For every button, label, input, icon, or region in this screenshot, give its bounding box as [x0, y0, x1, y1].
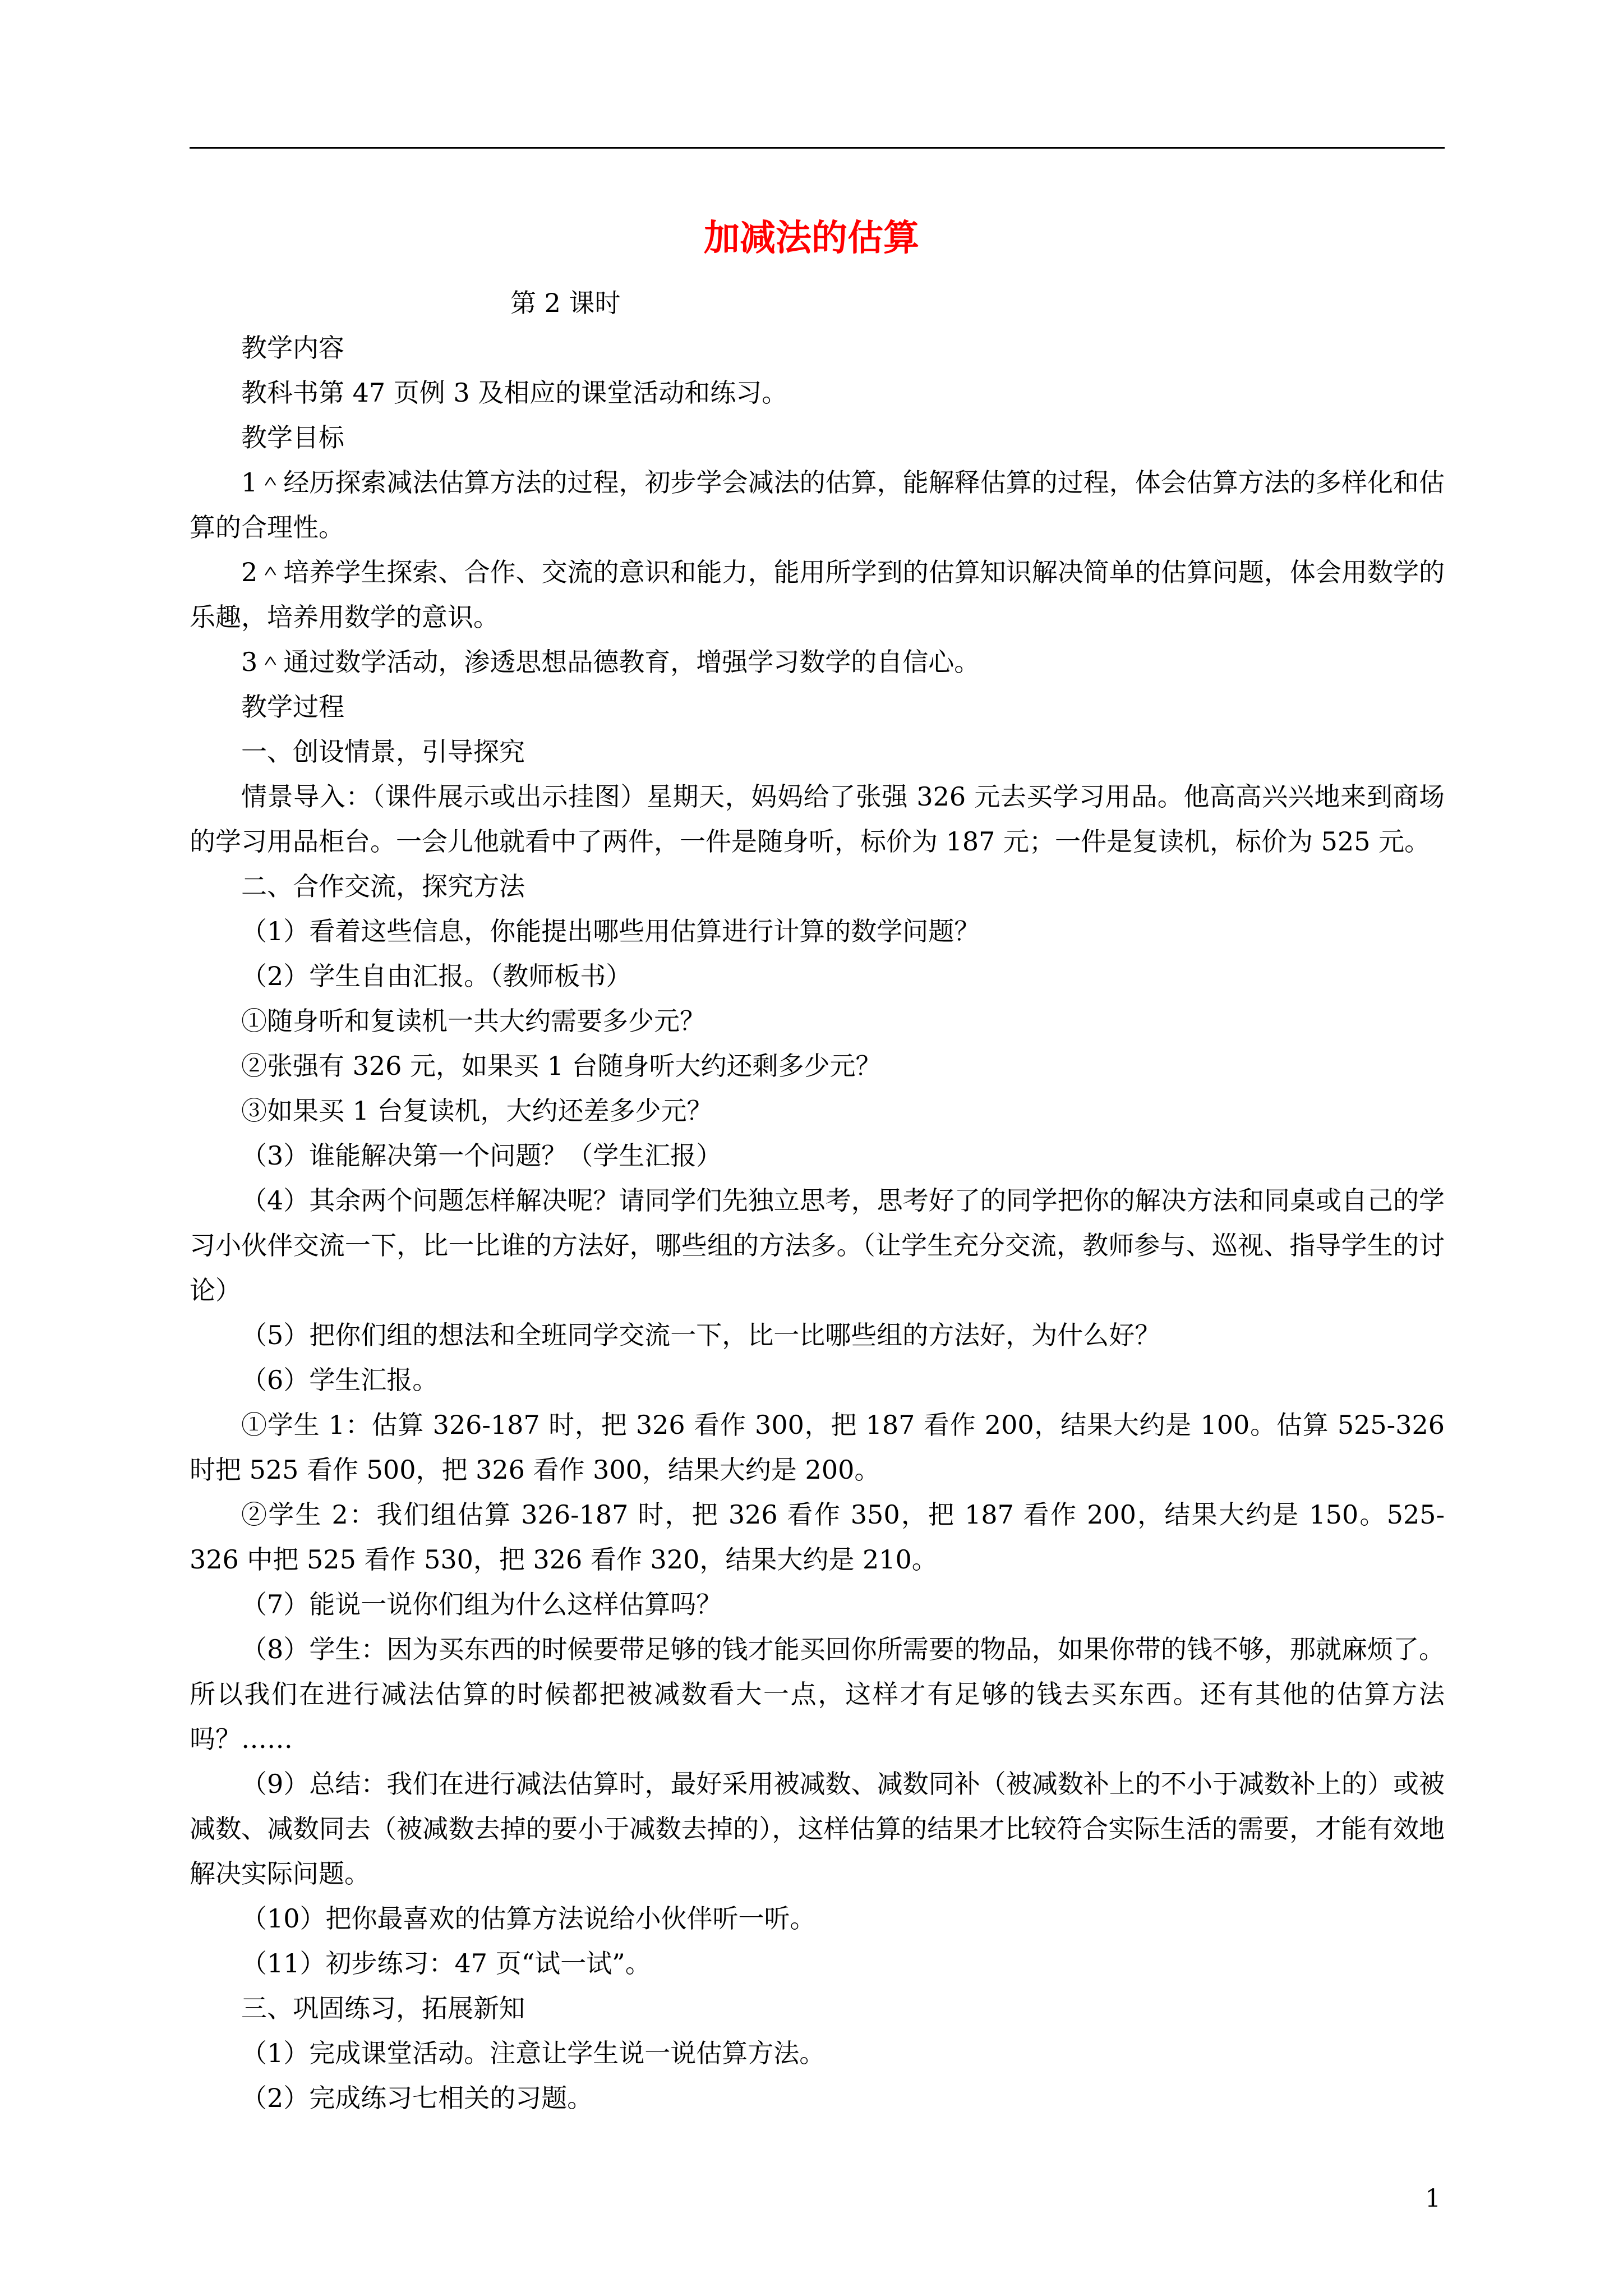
paragraph: 1＾经历探索减法估算方法的过程，初步学会减法的估算，能解释估算的过程，体会估算方法的多样化和估算的合理性。 — [190, 467, 1445, 542]
paragraph: 情景导入：（课件展示或出示挂图）星期天，妈妈给了张强 326 元去买学习用品。他高高兴兴地来到商场的学习用品柜台。一会儿他就看中了两件，一件是随身听，标价为 187 元；一件是复读机，标价为 525 元。 — [190, 781, 1445, 857]
paragraph: （4）其余两个问题怎样解决呢？请同学们先独立思考，思考好了的同学把你的解决方法和同桌或自己的学习小伙伴交流一下，比一比谁的方法好，哪些组的方法多。（让学生充分交流，教师参与、巡视、指导学生的讨论） — [190, 1185, 1445, 1305]
paragraph: 教学过程 — [241, 692, 344, 722]
paragraph: 教学目标 — [241, 422, 344, 453]
paragraph: （8）学生：因为买东西的时候要带足够的钱才能买回你所需要的物品，如果你带的钱不够，那就麻烦了。所以我们在进行减法估算的时候都把被减数看大一点，这样才有足够的钱去买东西。还有其他的估算方法吗？…… — [190, 1634, 1445, 1754]
document-body — [190, 325, 1445, 2120]
document-title: 加减法的估算 — [704, 217, 919, 259]
lesson-subtitle: 第 2 课时 — [510, 288, 621, 318]
paragraph: （7）能说一说你们组为什么这样估算吗？ — [241, 1589, 722, 1619]
paragraph: 3＾通过数学活动，渗透思想品德教育，增强学习数学的自信心。 — [241, 647, 980, 677]
paragraph: （5）把你们组的想法和全班同学交流一下，比一比哪些组的方法好，为什么好？ — [241, 1320, 1161, 1350]
paragraph: 二、合作交流，探究方法 — [241, 871, 525, 901]
paragraph: （6）学生汇报。 — [241, 1365, 439, 1395]
paragraph: ②张强有 326 元，如果买 1 台随身听大约还剩多少元？ — [241, 1051, 882, 1081]
page-number: 1 — [1425, 2184, 1441, 2213]
paragraph: 一、创设情景，引导探究 — [241, 737, 525, 767]
paragraph: ①随身听和复读机一共大约需要多少元？ — [241, 1006, 706, 1036]
paragraph: ③如果买 1 台复读机，大约还差多少元？ — [241, 1096, 713, 1126]
paragraph: （9）总结：我们在进行减法估算时，最好采用被减数、减数同补（被减数补上的不小于减数补上的）或被减数、减数同去（被减数去掉的要小于减数去掉的），这样估算的结果才比较符合实际生活的需要，才能有效地解决实际问题。 — [190, 1769, 1445, 1889]
paragraph: 2＾培养学生探索、合作、交流的意识和能力，能用所学到的估算知识解决简单的估算问题，体会用数学的乐趣，培养用数学的意识。 — [190, 557, 1445, 632]
paragraph: （11）初步练习：47 页“试一试”。 — [241, 1948, 651, 1978]
paragraph: （1）看着这些信息，你能提出哪些用估算进行计算的数学问题？ — [241, 916, 980, 946]
paragraph: （10）把你最喜欢的估算方法说给小伙伴听一听。 — [241, 1903, 816, 1934]
paragraph: ②学生 2：我们组估算 326-187 时，把 326 看作 350，把 187 看作 200，结果大约是 150。525-326 中把 525 看作 530，把 326 看作 320，结果大约是 210。 — [190, 1499, 1445, 1575]
paragraph: （2）学生自由汇报。（教师板书） — [241, 961, 632, 991]
paragraph: 三、巩固练习，拓展新知 — [241, 1993, 525, 2023]
paragraph: （3）谁能解决第一个问题？（学生汇报） — [241, 1140, 722, 1171]
paragraph: （2）完成练习七相关的习题。 — [241, 2083, 593, 2113]
paragraph: ①学生 1：估算 326-187 时，把 326 看作 300，把 187 看作 200，结果大约是 100。估算 525-326 时把 525 看作 500，把 326 看作 300，结果大约是 200。 — [190, 1410, 1445, 1485]
paragraph: （1）完成课堂活动。注意让学生说一说估算方法。 — [241, 2038, 826, 2068]
paragraph: 教学内容 — [241, 333, 344, 363]
paragraph: 教科书第 47 页例 3 及相应的课堂活动和练习。 — [241, 378, 788, 408]
header-rule — [190, 147, 1445, 149]
